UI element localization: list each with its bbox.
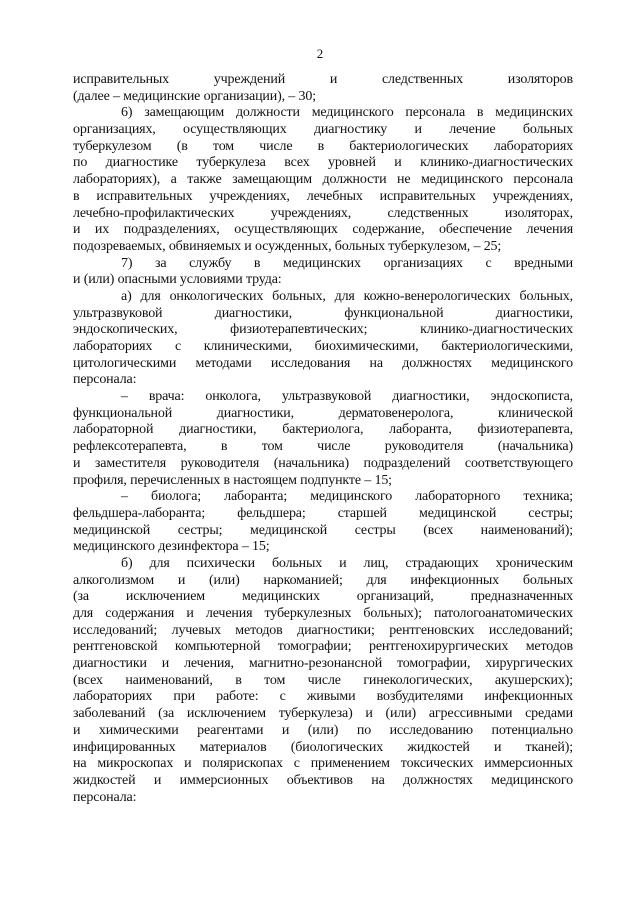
text-line: и (или) опасными условиями труда: xyxy=(73,272,282,288)
text-line: на микроскопах и поляриcкопах с применением токсических иммерсионных xyxy=(73,756,573,772)
text-line: исправительных учреждений и следственных изоляторов xyxy=(73,72,573,87)
text-line: фельдшера-лаборанта; фельдшера; старшей медицинской сестры; xyxy=(73,505,573,521)
document-body xyxy=(73,72,573,806)
text-line: лабораториях при работе: с живыми возбудителями инфекционных xyxy=(73,689,573,705)
text-line: (далее – медицинские организации), – 30; xyxy=(73,88,316,104)
text-line: и их подразделениях, осуществляющих содержание, обеспечение лечения xyxy=(73,222,573,238)
text-line: цитологическими методами исследования на должностях медицинского xyxy=(73,355,573,371)
text-line: эндоскопических, физиотерапевтических; клинико-диагностических xyxy=(73,322,573,338)
text-line: подозреваемых, обвиняемых и осужденных, больных туберкулезом, – 25; xyxy=(73,238,502,254)
text-line: для содержания и лечения туберкулезных больных); патологоанатомических xyxy=(73,606,573,621)
text-line: лабораторной диагностики, бактериолога, лаборанта, физиотерапевта, xyxy=(73,422,573,438)
text-line: туберкулезом (в том числе в бактериологических лабораториях xyxy=(73,138,573,154)
text-line: рентгеновской компьютерной томографии; рентгенохирургических методов xyxy=(73,639,573,655)
text-line: 7) за службу в медицинских организациях с вредными xyxy=(121,255,573,271)
page-number: 2 xyxy=(316,46,324,61)
text-line: 6) замещающим должности медицинского персонала в медицинских xyxy=(121,105,573,121)
text-line: – биолога; лаборанта; медицинского лабораторного техника; xyxy=(121,489,573,505)
text-line: медицинского дезинфектора – 15; xyxy=(73,539,270,555)
text-line: ультразвуковой диагностики, функциональной диагностики, xyxy=(73,305,573,321)
text-line: инфицированных материалов (биологических жидкостей и тканей); xyxy=(73,739,573,755)
text-line: б) для психически больных и лиц, страдающих хроническим xyxy=(121,555,573,571)
text-line: персонала: xyxy=(73,789,137,805)
text-line: жидкостей и иммерсионных объективов на должностях медицинского xyxy=(73,772,573,788)
text-line: и заместителя руководителя (начальника) подразделений соответствующего xyxy=(73,455,573,471)
text-line: медицинской сестры; медицинской сестры (всех наименований); xyxy=(73,522,573,538)
text-line: диагностики и лечения, магнитно-резонансной томографии, хирургических xyxy=(73,656,573,672)
text-line: лабораториях), а также замещающим должности не медицинского персонала xyxy=(73,172,573,188)
text-line: алкоголизмом и (или) наркоманией; для инфекционных больных xyxy=(73,572,573,588)
text-line: а) для онкологических больных, для кожно-венерологических больных, xyxy=(121,288,573,304)
text-line: и химическими реагентами и (или) по исследованию потенциально xyxy=(73,722,573,738)
text-line: исследований; лучевых методов диагностики; рентгеновских исследований; xyxy=(73,622,573,638)
text-line: заболеваний (за исключением туберкулеза) и (или) агрессивными средами xyxy=(73,706,573,722)
text-line: лабораториях с клиническими, биохимическими, бактериологическими, xyxy=(73,339,573,354)
text-line: по диагностике туберкулеза всех уровней и клинико-диагностических xyxy=(73,155,573,171)
text-line: – врача: онколога, ультразвуковой диагностики, эндоскописта, xyxy=(121,389,573,405)
text-line: (за исключением медицинских организаций, предназначенных xyxy=(73,589,573,605)
text-line: профиля, перечисленных в настоящем подпункте – 15; xyxy=(73,472,392,488)
text-line: рефлексотерапевта, в том числе руководителя (начальника) xyxy=(73,439,573,455)
text-line: организациях, осуществляющих диагностику и лечение больных xyxy=(73,122,573,138)
text-line: функциональной диагностики, дерматовенеролога, клинической xyxy=(73,405,573,421)
text-line: персонала: xyxy=(73,372,137,388)
text-line: лечебно-профилактических учреждениях, следственных изоляторах, xyxy=(73,205,573,221)
text-line: в исправительных учреждениях, лечебных исправительных учреждениях, xyxy=(73,188,573,204)
text-line: (всех наименований, в том числе гинекологических, акушерских); xyxy=(73,672,573,688)
